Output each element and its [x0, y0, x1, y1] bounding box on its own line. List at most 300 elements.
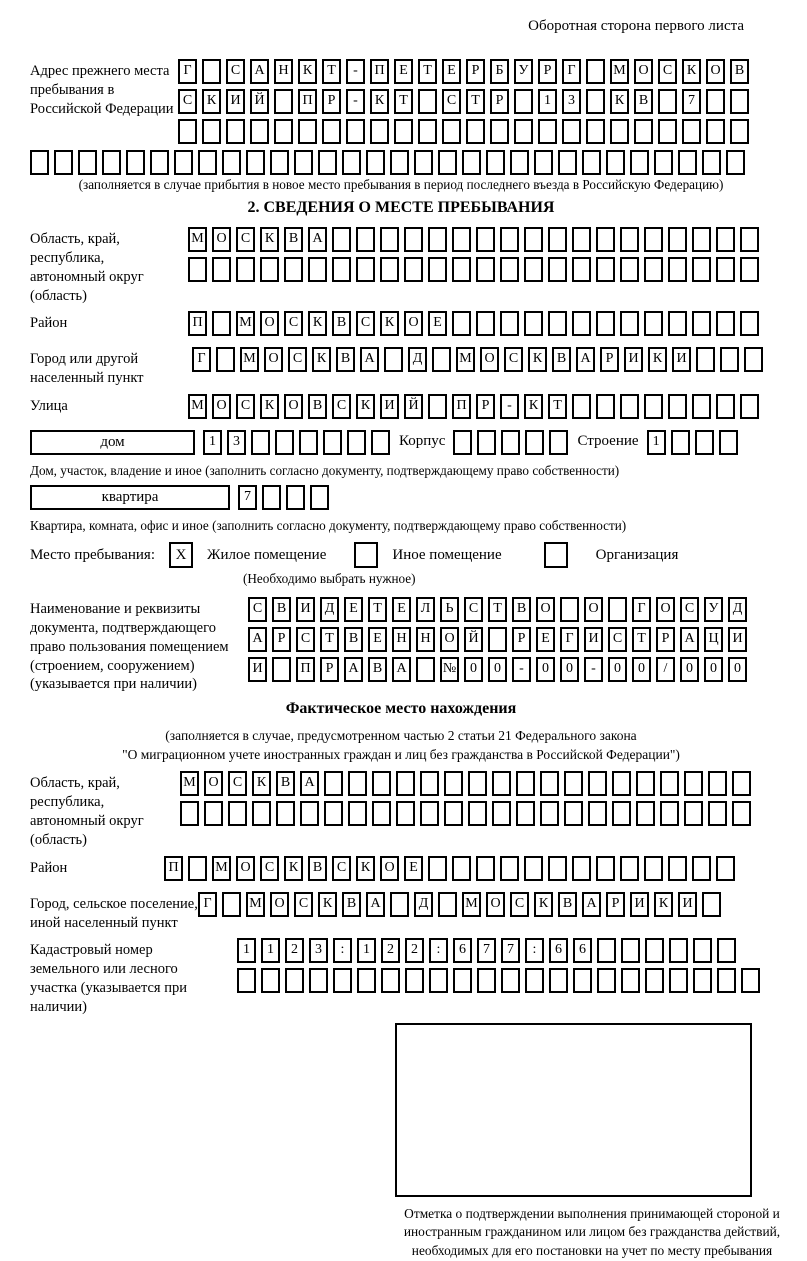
char-cell[interactable] — [237, 968, 256, 993]
char-cell[interactable]: К — [308, 311, 327, 336]
char-cell[interactable]: К — [534, 892, 553, 917]
char-cell[interactable]: В — [308, 856, 327, 881]
char-cell[interactable]: Л — [416, 597, 435, 622]
char-cell[interactable] — [717, 968, 736, 993]
char-cell[interactable]: И — [380, 394, 399, 419]
char-cell[interactable]: О — [236, 856, 255, 881]
char-cell[interactable]: И — [630, 892, 649, 917]
char-cell[interactable]: : — [333, 938, 352, 963]
char-cell[interactable]: Р — [272, 627, 291, 652]
char-cell[interactable] — [252, 801, 271, 826]
char-cell[interactable]: С — [236, 394, 255, 419]
char-cell[interactable]: С — [510, 892, 529, 917]
char-cell[interactable]: К — [356, 394, 375, 419]
char-cell[interactable] — [549, 430, 568, 455]
char-cell[interactable] — [490, 119, 509, 144]
char-cell[interactable]: 0 — [464, 657, 483, 682]
char-cell[interactable] — [644, 856, 663, 881]
char-cell[interactable]: К — [298, 59, 317, 84]
char-cell[interactable]: 7 — [501, 938, 520, 963]
char-cell[interactable] — [342, 150, 361, 175]
char-cell[interactable]: Н — [274, 59, 293, 84]
char-cell[interactable] — [695, 430, 714, 455]
char-cell[interactable] — [692, 856, 711, 881]
char-cell[interactable]: А — [360, 347, 379, 372]
char-cell[interactable] — [500, 227, 519, 252]
char-cell[interactable] — [222, 892, 241, 917]
char-cell[interactable]: П — [370, 59, 389, 84]
char-cell[interactable] — [390, 892, 409, 917]
char-cell[interactable] — [477, 968, 496, 993]
char-cell[interactable]: В — [342, 892, 361, 917]
char-cell[interactable] — [428, 257, 447, 282]
char-cell[interactable] — [371, 430, 390, 455]
char-cell[interactable]: О — [536, 597, 555, 622]
char-cell[interactable]: О — [380, 856, 399, 881]
char-cell[interactable]: Е — [392, 597, 411, 622]
char-cell[interactable]: К — [356, 856, 375, 881]
char-cell[interactable]: К — [318, 892, 337, 917]
char-cell[interactable]: К — [610, 89, 629, 114]
char-cell[interactable] — [716, 227, 735, 252]
char-cell[interactable] — [634, 119, 653, 144]
char-cell[interactable]: В — [730, 59, 749, 84]
char-cell[interactable] — [564, 801, 583, 826]
char-cell[interactable] — [692, 257, 711, 282]
char-cell[interactable] — [226, 119, 245, 144]
char-cell[interactable] — [126, 150, 145, 175]
char-cell[interactable]: : — [429, 938, 448, 963]
char-cell[interactable] — [572, 856, 591, 881]
char-cell[interactable]: А — [366, 892, 385, 917]
char-cell[interactable]: М — [212, 856, 231, 881]
char-cell[interactable] — [612, 771, 631, 796]
char-cell[interactable] — [357, 968, 376, 993]
char-cell[interactable] — [178, 119, 197, 144]
char-cell[interactable]: П — [296, 657, 315, 682]
char-cell[interactable]: Т — [394, 89, 413, 114]
char-cell[interactable]: Й — [464, 627, 483, 652]
char-cell[interactable] — [538, 119, 557, 144]
char-cell[interactable]: М — [188, 227, 207, 252]
char-cell[interactable] — [500, 311, 519, 336]
char-cell[interactable]: О — [706, 59, 725, 84]
char-cell[interactable]: С — [464, 597, 483, 622]
char-cell[interactable]: Т — [368, 597, 387, 622]
char-cell[interactable]: О — [212, 394, 231, 419]
char-cell[interactable] — [660, 771, 679, 796]
char-cell[interactable]: 2 — [285, 938, 304, 963]
char-cell[interactable] — [380, 257, 399, 282]
char-cell[interactable]: С — [332, 856, 351, 881]
char-cell[interactable] — [212, 311, 231, 336]
char-cell[interactable] — [453, 968, 472, 993]
char-cell[interactable] — [318, 150, 337, 175]
char-cell[interactable] — [692, 394, 711, 419]
char-cell[interactable]: А — [344, 657, 363, 682]
char-cell[interactable]: Е — [344, 597, 363, 622]
char-cell[interactable] — [534, 150, 553, 175]
char-cell[interactable] — [198, 150, 217, 175]
char-cell[interactable]: О — [404, 311, 423, 336]
char-cell[interactable] — [261, 968, 280, 993]
char-cell[interactable] — [524, 227, 543, 252]
char-cell[interactable] — [216, 347, 235, 372]
char-cell[interactable] — [716, 856, 735, 881]
char-cell[interactable] — [696, 347, 715, 372]
char-cell[interactable] — [202, 119, 221, 144]
char-cell[interactable]: 7 — [477, 938, 496, 963]
char-cell[interactable]: К — [252, 771, 271, 796]
char-cell[interactable]: П — [298, 89, 317, 114]
char-cell[interactable] — [420, 801, 439, 826]
char-cell[interactable] — [420, 771, 439, 796]
char-cell[interactable]: Г — [198, 892, 217, 917]
char-cell[interactable] — [730, 89, 749, 114]
char-cell[interactable]: 2 — [381, 938, 400, 963]
char-cell[interactable]: : — [525, 938, 544, 963]
char-cell[interactable] — [418, 89, 437, 114]
char-cell[interactable] — [332, 227, 351, 252]
char-cell[interactable] — [620, 394, 639, 419]
char-cell[interactable] — [596, 394, 615, 419]
char-cell[interactable]: 3 — [227, 430, 246, 455]
char-cell[interactable] — [706, 89, 725, 114]
char-cell[interactable] — [540, 771, 559, 796]
char-cell[interactable]: Т — [322, 59, 341, 84]
char-cell[interactable] — [702, 150, 721, 175]
char-cell[interactable] — [453, 430, 472, 455]
char-cell[interactable]: - — [512, 657, 531, 682]
char-cell[interactable]: Р — [490, 89, 509, 114]
char-cell[interactable] — [486, 150, 505, 175]
char-cell[interactable] — [658, 89, 677, 114]
char-cell[interactable] — [549, 968, 568, 993]
char-cell[interactable] — [668, 227, 687, 252]
char-cell[interactable]: Ц — [704, 627, 723, 652]
char-cell[interactable]: В — [368, 657, 387, 682]
char-cell[interactable] — [432, 347, 451, 372]
char-cell[interactable]: Е — [536, 627, 555, 652]
char-cell[interactable]: М — [462, 892, 481, 917]
char-cell[interactable] — [586, 59, 605, 84]
char-cell[interactable]: О — [656, 597, 675, 622]
char-cell[interactable] — [516, 771, 535, 796]
char-cell[interactable]: - — [584, 657, 603, 682]
char-cell[interactable]: С — [284, 311, 303, 336]
char-cell[interactable] — [452, 856, 471, 881]
char-cell[interactable]: О — [634, 59, 653, 84]
char-cell[interactable] — [102, 150, 121, 175]
char-cell[interactable] — [548, 257, 567, 282]
char-cell[interactable] — [308, 257, 327, 282]
char-cell[interactable] — [428, 394, 447, 419]
char-cell[interactable] — [524, 311, 543, 336]
char-cell[interactable]: Р — [656, 627, 675, 652]
char-cell[interactable]: И — [624, 347, 643, 372]
checkbox-other-premises[interactable] — [354, 542, 378, 568]
char-cell[interactable] — [286, 485, 305, 510]
char-cell[interactable] — [582, 150, 601, 175]
char-cell[interactable] — [300, 801, 319, 826]
char-cell[interactable] — [372, 771, 391, 796]
char-cell[interactable] — [692, 311, 711, 336]
char-cell[interactable]: И — [226, 89, 245, 114]
char-cell[interactable] — [275, 430, 294, 455]
char-cell[interactable]: 3 — [562, 89, 581, 114]
char-cell[interactable] — [54, 150, 73, 175]
char-cell[interactable]: Т — [548, 394, 567, 419]
char-cell[interactable] — [298, 119, 317, 144]
char-cell[interactable] — [332, 257, 351, 282]
char-cell[interactable] — [740, 394, 759, 419]
char-cell[interactable] — [586, 119, 605, 144]
char-cell[interactable] — [500, 257, 519, 282]
char-cell[interactable] — [706, 119, 725, 144]
char-cell[interactable] — [492, 771, 511, 796]
char-cell[interactable] — [260, 257, 279, 282]
char-cell[interactable] — [468, 771, 487, 796]
char-cell[interactable]: О — [264, 347, 283, 372]
char-cell[interactable]: И — [728, 627, 747, 652]
char-cell[interactable] — [347, 430, 366, 455]
char-cell[interactable] — [516, 801, 535, 826]
char-cell[interactable]: Е — [428, 311, 447, 336]
char-cell[interactable] — [452, 311, 471, 336]
char-cell[interactable] — [262, 485, 281, 510]
char-cell[interactable] — [612, 801, 631, 826]
char-cell[interactable]: М — [180, 771, 199, 796]
char-cell[interactable] — [452, 257, 471, 282]
char-cell[interactable] — [740, 227, 759, 252]
char-cell[interactable] — [740, 257, 759, 282]
char-cell[interactable]: - — [346, 59, 365, 84]
char-cell[interactable]: 1 — [261, 938, 280, 963]
char-cell[interactable]: Д — [728, 597, 747, 622]
char-cell[interactable]: Р — [320, 657, 339, 682]
char-cell[interactable] — [608, 597, 627, 622]
char-cell[interactable] — [174, 150, 193, 175]
char-cell[interactable] — [348, 771, 367, 796]
char-cell[interactable] — [294, 150, 313, 175]
char-cell[interactable]: И — [248, 657, 267, 682]
char-cell[interactable] — [548, 227, 567, 252]
char-cell[interactable] — [572, 257, 591, 282]
char-cell[interactable] — [620, 227, 639, 252]
char-cell[interactable]: П — [164, 856, 183, 881]
char-cell[interactable] — [322, 119, 341, 144]
char-cell[interactable]: Г — [562, 59, 581, 84]
char-cell[interactable] — [356, 257, 375, 282]
char-cell[interactable]: У — [514, 59, 533, 84]
char-cell[interactable]: Т — [488, 597, 507, 622]
char-cell[interactable]: К — [682, 59, 701, 84]
char-cell[interactable] — [284, 257, 303, 282]
char-cell[interactable] — [488, 627, 507, 652]
char-cell[interactable] — [78, 150, 97, 175]
char-cell[interactable] — [606, 150, 625, 175]
char-cell[interactable]: С — [680, 597, 699, 622]
char-cell[interactable] — [702, 892, 721, 917]
char-cell[interactable]: О — [480, 347, 499, 372]
char-cell[interactable]: Д — [408, 347, 427, 372]
char-cell[interactable] — [588, 801, 607, 826]
char-cell[interactable] — [188, 257, 207, 282]
char-cell[interactable]: О — [486, 892, 505, 917]
char-cell[interactable]: М — [240, 347, 259, 372]
char-cell[interactable] — [250, 119, 269, 144]
char-cell[interactable]: 0 — [728, 657, 747, 682]
char-cell[interactable]: 2 — [405, 938, 424, 963]
char-cell[interactable]: П — [188, 311, 207, 336]
char-cell[interactable]: А — [576, 347, 595, 372]
char-cell[interactable] — [236, 257, 255, 282]
char-cell[interactable] — [658, 119, 677, 144]
char-cell[interactable] — [438, 150, 457, 175]
char-cell[interactable] — [540, 801, 559, 826]
char-cell[interactable] — [644, 257, 663, 282]
char-cell[interactable]: К — [260, 227, 279, 252]
char-cell[interactable] — [150, 150, 169, 175]
char-cell[interactable]: Р — [476, 394, 495, 419]
char-cell[interactable] — [596, 227, 615, 252]
char-cell[interactable] — [476, 227, 495, 252]
char-cell[interactable] — [644, 394, 663, 419]
char-cell[interactable] — [396, 771, 415, 796]
char-cell[interactable] — [492, 801, 511, 826]
char-cell[interactable]: С — [260, 856, 279, 881]
char-cell[interactable] — [510, 150, 529, 175]
char-cell[interactable] — [693, 938, 712, 963]
char-cell[interactable]: 0 — [608, 657, 627, 682]
char-cell[interactable] — [204, 801, 223, 826]
char-cell[interactable] — [222, 150, 241, 175]
char-cell[interactable]: К — [528, 347, 547, 372]
char-cell[interactable]: О — [440, 627, 459, 652]
char-cell[interactable] — [717, 938, 736, 963]
char-cell[interactable]: Р — [606, 892, 625, 917]
char-cell[interactable] — [468, 801, 487, 826]
char-cell[interactable] — [274, 89, 293, 114]
char-cell[interactable]: Г — [178, 59, 197, 84]
char-cell[interactable] — [323, 430, 342, 455]
char-cell[interactable] — [621, 938, 640, 963]
char-cell[interactable]: 1 — [357, 938, 376, 963]
char-cell[interactable]: 0 — [536, 657, 555, 682]
char-cell[interactable] — [444, 771, 463, 796]
char-cell[interactable] — [524, 257, 543, 282]
char-cell[interactable] — [501, 968, 520, 993]
char-cell[interactable] — [630, 150, 649, 175]
char-cell[interactable] — [588, 771, 607, 796]
char-cell[interactable]: И — [678, 892, 697, 917]
char-cell[interactable]: 1 — [237, 938, 256, 963]
char-cell[interactable]: А — [308, 227, 327, 252]
char-cell[interactable] — [309, 968, 328, 993]
char-cell[interactable]: А — [250, 59, 269, 84]
char-cell[interactable]: 1 — [647, 430, 666, 455]
char-cell[interactable] — [708, 801, 727, 826]
char-cell[interactable] — [644, 311, 663, 336]
char-cell[interactable] — [525, 968, 544, 993]
char-cell[interactable] — [668, 394, 687, 419]
char-cell[interactable]: К — [260, 394, 279, 419]
char-cell[interactable]: С — [442, 89, 461, 114]
char-cell[interactable] — [346, 119, 365, 144]
char-cell[interactable]: И — [672, 347, 691, 372]
char-cell[interactable] — [597, 968, 616, 993]
char-cell[interactable]: Т — [418, 59, 437, 84]
char-cell[interactable] — [596, 257, 615, 282]
char-cell[interactable] — [324, 771, 343, 796]
char-cell[interactable]: Р — [466, 59, 485, 84]
char-cell[interactable]: К — [202, 89, 221, 114]
char-cell[interactable] — [720, 347, 739, 372]
char-cell[interactable]: К — [370, 89, 389, 114]
char-cell[interactable] — [572, 311, 591, 336]
char-cell[interactable] — [372, 801, 391, 826]
char-cell[interactable]: В — [284, 227, 303, 252]
char-cell[interactable] — [726, 150, 745, 175]
char-cell[interactable] — [744, 347, 763, 372]
char-cell[interactable]: С — [658, 59, 677, 84]
char-cell[interactable] — [356, 227, 375, 252]
char-cell[interactable]: Г — [632, 597, 651, 622]
char-cell[interactable] — [370, 119, 389, 144]
char-cell[interactable] — [276, 801, 295, 826]
char-cell[interactable]: К — [524, 394, 543, 419]
char-cell[interactable]: К — [380, 311, 399, 336]
char-cell[interactable] — [620, 856, 639, 881]
char-cell[interactable]: К — [284, 856, 303, 881]
char-cell[interactable]: С — [332, 394, 351, 419]
char-cell[interactable] — [476, 856, 495, 881]
char-cell[interactable]: А — [392, 657, 411, 682]
char-cell[interactable] — [381, 968, 400, 993]
char-cell[interactable]: 0 — [488, 657, 507, 682]
char-cell[interactable] — [476, 257, 495, 282]
char-cell[interactable]: Т — [320, 627, 339, 652]
char-cell[interactable]: И — [296, 597, 315, 622]
char-cell[interactable]: - — [346, 89, 365, 114]
char-cell[interactable] — [620, 257, 639, 282]
char-cell[interactable] — [693, 968, 712, 993]
char-cell[interactable]: В — [308, 394, 327, 419]
char-cell[interactable] — [380, 227, 399, 252]
char-cell[interactable] — [30, 150, 49, 175]
char-cell[interactable] — [572, 227, 591, 252]
char-cell[interactable] — [645, 968, 664, 993]
char-cell[interactable]: 3 — [309, 938, 328, 963]
char-cell[interactable] — [621, 968, 640, 993]
char-cell[interactable]: Т — [632, 627, 651, 652]
char-cell[interactable] — [414, 150, 433, 175]
char-cell[interactable] — [740, 311, 759, 336]
char-cell[interactable] — [416, 657, 435, 682]
char-cell[interactable]: Б — [490, 59, 509, 84]
char-cell[interactable]: О — [270, 892, 289, 917]
char-cell[interactable] — [348, 801, 367, 826]
char-cell[interactable] — [514, 119, 533, 144]
char-cell[interactable] — [272, 657, 291, 682]
char-cell[interactable] — [560, 597, 579, 622]
char-cell[interactable] — [274, 119, 293, 144]
char-cell[interactable] — [500, 856, 519, 881]
char-cell[interactable]: 7 — [238, 485, 257, 510]
char-cell[interactable] — [719, 430, 738, 455]
char-cell[interactable] — [438, 892, 457, 917]
char-cell[interactable] — [716, 394, 735, 419]
